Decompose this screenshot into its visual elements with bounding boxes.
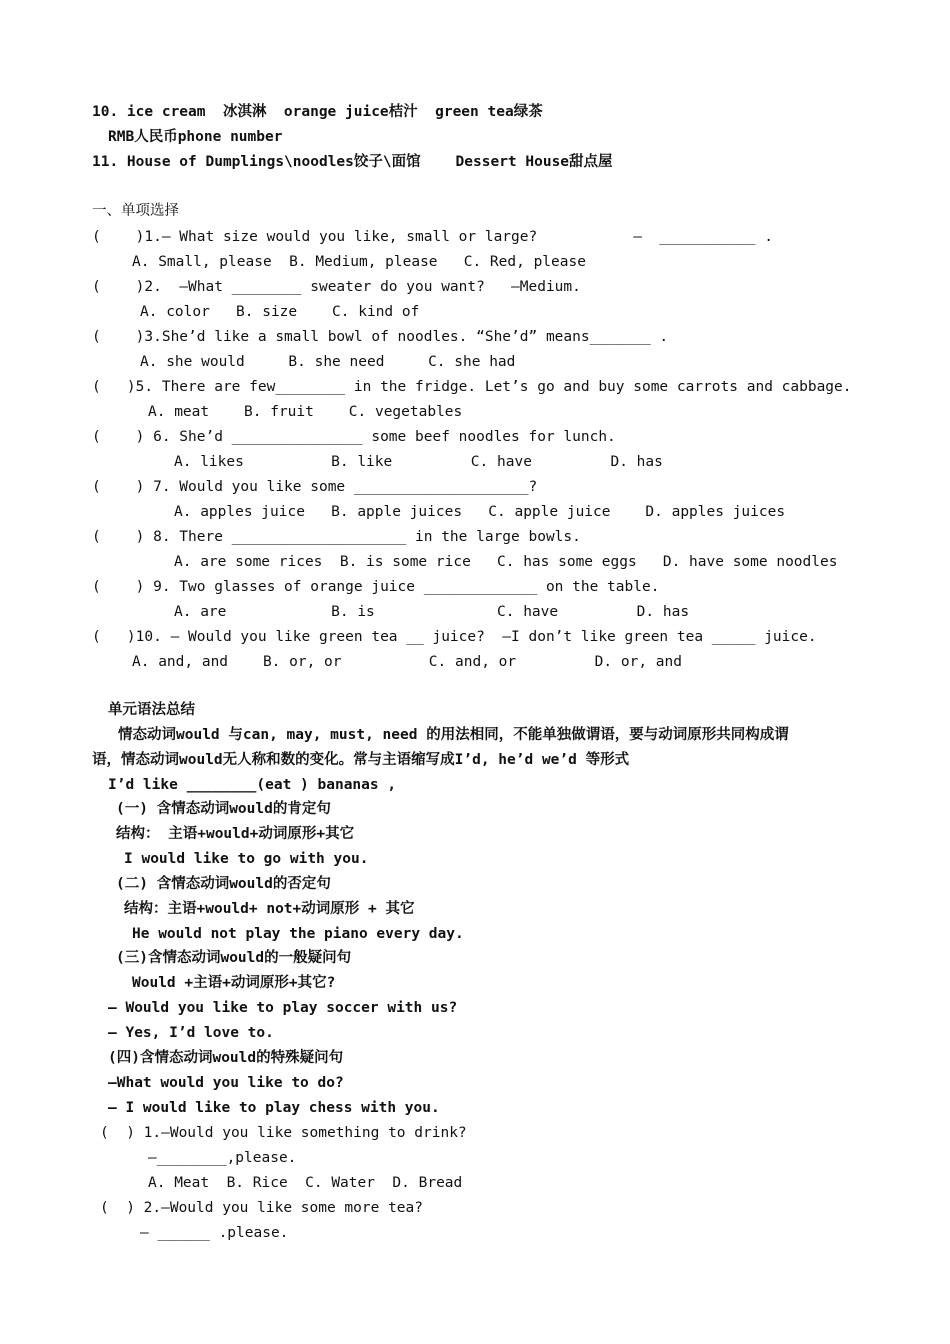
question-options: A. and, and B. or, or C. and, or D. or, and	[132, 654, 682, 670]
grammar-example-fill: I’d like ________(eat ) bananas ,	[108, 777, 397, 793]
grammar-part-2-title: (二) 含情态动词would的否定句	[116, 876, 331, 892]
grammar-title: 单元语法总结	[108, 702, 195, 718]
question-options: A. color B. size C. kind of	[140, 304, 420, 320]
question-options: A. apples juice B. apple juices C. apple juice D. apples juices	[174, 504, 786, 520]
grammar-part-4-answer: — I would like to play chess with you.	[108, 1100, 440, 1116]
practice-options: A. Meat B. Rice C. Water D. Bread	[148, 1175, 463, 1191]
grammar-intro-line-2: 语，情态动词would无人称和数的变化。常与主语缩写成I’d, he’d we’d 等形式	[92, 752, 630, 768]
question-stem: ( ) 6. She’d _______________ some beef noodles for lunch.	[92, 429, 616, 445]
grammar-part-2-example: He would not play the piano every day.	[132, 926, 464, 942]
question-options: A. meat B. fruit C. vegetables	[148, 404, 463, 420]
practice-answer-line: —________,please.	[148, 1150, 297, 1166]
grammar-intro-line-1: 情态动词would 与can, may, must, need 的用法相同，不能单独做谓语，要与动词原形共同构成谓	[118, 727, 789, 743]
grammar-part-1-title: (一) 含情态动词would的肯定句	[116, 801, 331, 817]
question-stem: ( ) 7. Would you like some ____________________?	[92, 479, 538, 495]
practice-question-stem: ( ) 1.—Would you like something to drink?	[100, 1125, 467, 1141]
section-title: 一、单项选择	[92, 203, 179, 219]
grammar-part-3-question: — Would you like to play soccer with us?	[108, 1000, 458, 1016]
practice-question-stem: ( ) 2.—Would you like some more tea?	[100, 1200, 424, 1216]
practice-answer-line: — ______ .please.	[140, 1225, 289, 1241]
question-options: A. she would B. she need C. she had	[140, 354, 516, 370]
question-stem: ( )5. There are few________ in the fridge. Let’s go and buy some carrots and cabbage.	[92, 379, 852, 395]
question-options: A. likes B. like C. have D. has	[174, 454, 663, 470]
question-stem: ( )1.— What size would you like, small or large? — ___________ .	[92, 229, 773, 245]
grammar-part-2-structure: 结构：主语+would+ not+动词原形 + 其它	[124, 901, 415, 917]
grammar-part-3-structure: Would +主语+动词原形+其它?	[132, 975, 336, 991]
grammar-part-1-structure: 结构： 主语+would+动词原形+其它	[116, 826, 355, 842]
grammar-part-4-title: (四)含情态动词would的特殊疑问句	[108, 1050, 344, 1066]
question-stem: ( ) 8. There ____________________ in the large bowls.	[92, 529, 581, 545]
question-options: A. are some rices B. is some rice C. has some eggs D. have some noodles	[174, 554, 838, 570]
vocab-item-10: 10. ice cream 冰淇淋 orange juice桔汁 green tea绿茶	[92, 104, 543, 120]
vocab-item-10-cont: RMB人民币phone number	[108, 129, 283, 145]
question-options: A. are B. is C. have D. has	[174, 604, 690, 620]
grammar-part-1-example: I would like to go with you.	[124, 851, 369, 867]
grammar-part-3-answer: — Yes, I’d love to.	[108, 1025, 274, 1041]
question-stem: ( ) 9. Two glasses of orange juice _____________ on the table.	[92, 579, 660, 595]
grammar-part-4-question: —What would you like to do?	[108, 1075, 344, 1091]
vocab-item-11: 11. House of Dumplings\noodles饺子\面馆 Dessert House甜点屋	[92, 154, 613, 170]
grammar-part-3-title: (三)含情态动词would的一般疑问句	[116, 950, 352, 966]
question-stem: ( )3.She’d like a small bowl of noodles. “She’d” means_______ .	[92, 329, 669, 345]
question-stem: ( )10. — Would you like green tea __ juice? —I don’t like green tea _____ juice.	[92, 629, 817, 645]
question-options: A. Small, please B. Medium, please C. Red, please	[132, 254, 586, 270]
question-stem: ( )2. —What ________ sweater do you want? —Medium.	[92, 279, 581, 295]
